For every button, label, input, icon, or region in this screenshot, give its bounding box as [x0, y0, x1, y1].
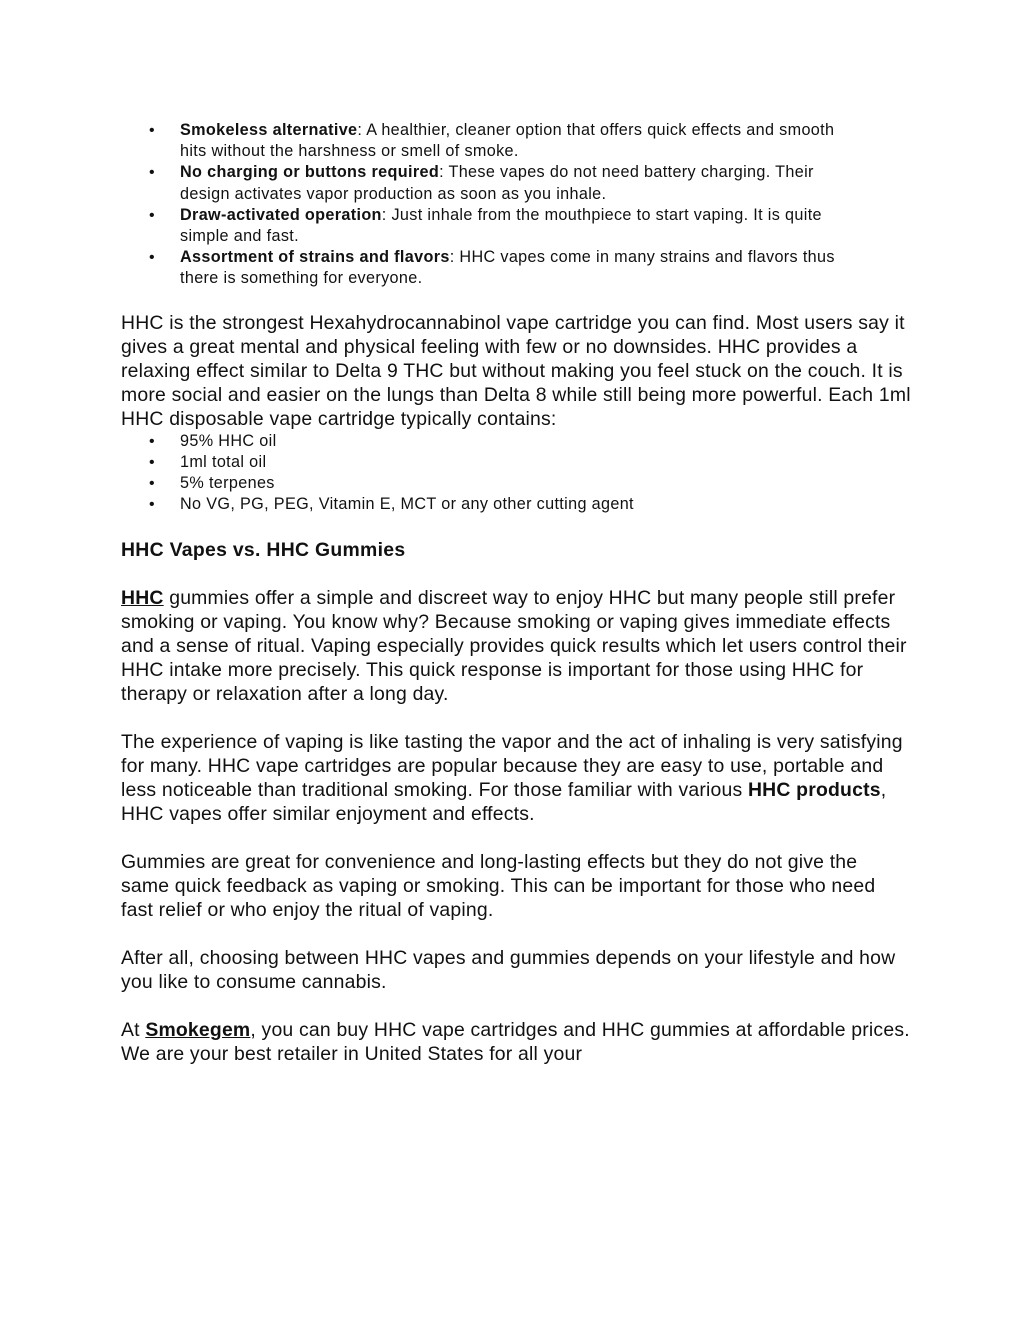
- bullet-icon: •: [149, 432, 155, 450]
- bullet-icon: •: [149, 496, 155, 514]
- retailer-text-before: At: [121, 1019, 146, 1042]
- feature-text: : These vapes do not need battery charging. Their design activates vapor production as soon as you inhale.: [180, 163, 814, 203]
- bullet-icon: •: [149, 453, 155, 471]
- retailer-paragraph: [121, 1018, 911, 1066]
- list-item: [121, 431, 911, 452]
- list-item: [121, 452, 911, 473]
- experience-text-before: The experience of vaping is like tasting the vapor and the act of inhaling is very satisfying for many. HHC vape cartridges are popular because they are easy to use, portable and less noticeable than traditional smoking. For those familiar with various: [121, 731, 903, 802]
- section-heading: HHC Vapes vs. HHC Gummies: [121, 539, 406, 562]
- list-item: [121, 247, 841, 289]
- feature-text: : Just inhale from the mouthpiece to start vaping. It is quite simple and fast.: [180, 205, 822, 246]
- contents-item: 1ml total oil: [180, 452, 267, 471]
- retailer-text-after: , you can buy HHC vape cartridges and HHC gummies at affordable prices. We are your best retailer in United States for all your: [121, 1019, 910, 1066]
- gummies-text: gummies offer a simple and discreet way to enjoy HHC but many people still prefer smoking or vaping. You know why? Because smoking or vaping gives immediate effects and a sense of ritual. Vaping especially provides quick results which let users control their HHC intake more precisely. This quick response is important for those using HHC for therapy or relaxation after a long day.: [121, 587, 907, 706]
- feature-text: : HHC vapes come in many strains and flavors thus there is something for everyone.: [180, 248, 835, 288]
- features-list: [121, 120, 841, 290]
- hhc-products-bold: HHC products: [747, 779, 881, 802]
- bullet-icon: •: [149, 206, 155, 224]
- feature-title: Assortment of strains and flavors: [180, 248, 450, 267]
- after-paragraph: After all, choosing between HHC vapes and gummies depends on your lifestyle and how you like to consume cannabis.: [121, 947, 896, 994]
- feature-title: No charging or buttons required: [180, 163, 440, 182]
- gummies-paragraph: [121, 586, 911, 706]
- list-item: [121, 120, 841, 162]
- intro-paragraph: HHC is the strongest Hexahydrocannabinol vape cartridge you can find. Most users say it gives a great mental and physical feeling with few or no downsides. HHC provides a relaxing effect similar to Delta 9 THC but without making you feel stuck on the couch. It is more social and easier on the lungs than Delta 8 while still being more powerful. Each 1ml HHC disposable vape cartridge typically contains:: [121, 311, 911, 430]
- document-page: [121, 120, 911, 1066]
- contents-item: 5% terpenes: [180, 474, 275, 493]
- list-item: [121, 473, 911, 494]
- smokegem-link[interactable]: Smokegem: [145, 1019, 251, 1042]
- hhc-link[interactable]: HHC: [121, 587, 164, 610]
- bullet-icon: •: [149, 164, 155, 182]
- bullet-icon: •: [149, 249, 155, 267]
- experience-text-after: , HHC vapes offer similar enjoyment and effects.: [121, 779, 887, 826]
- contents-item: No VG, PG, PEG, Vitamin E, MCT or any other cutting agent: [180, 495, 634, 514]
- convenience-paragraph: Gummies are great for convenience and long-lasting effects but they do not give the same quick feedback as vaping or smoking. This can be important for those who need fast relief or who enjoy the ritual of vaping.: [121, 851, 876, 922]
- contents-item: 95% HHC oil: [180, 431, 277, 450]
- bullet-icon: •: [149, 475, 155, 493]
- contents-list: [121, 431, 911, 516]
- experience-paragraph: [121, 730, 911, 826]
- list-item: [121, 205, 841, 247]
- feature-text: : A healthier, cleaner option that offers quick effects and smooth hits without the harshness or smell of smoke.: [180, 121, 835, 161]
- feature-title: Smokeless alternative: [180, 121, 358, 139]
- bullet-icon: •: [149, 122, 155, 139]
- list-item: [121, 162, 841, 204]
- feature-title: Draw-activated operation: [180, 205, 382, 224]
- list-item: [121, 494, 911, 515]
